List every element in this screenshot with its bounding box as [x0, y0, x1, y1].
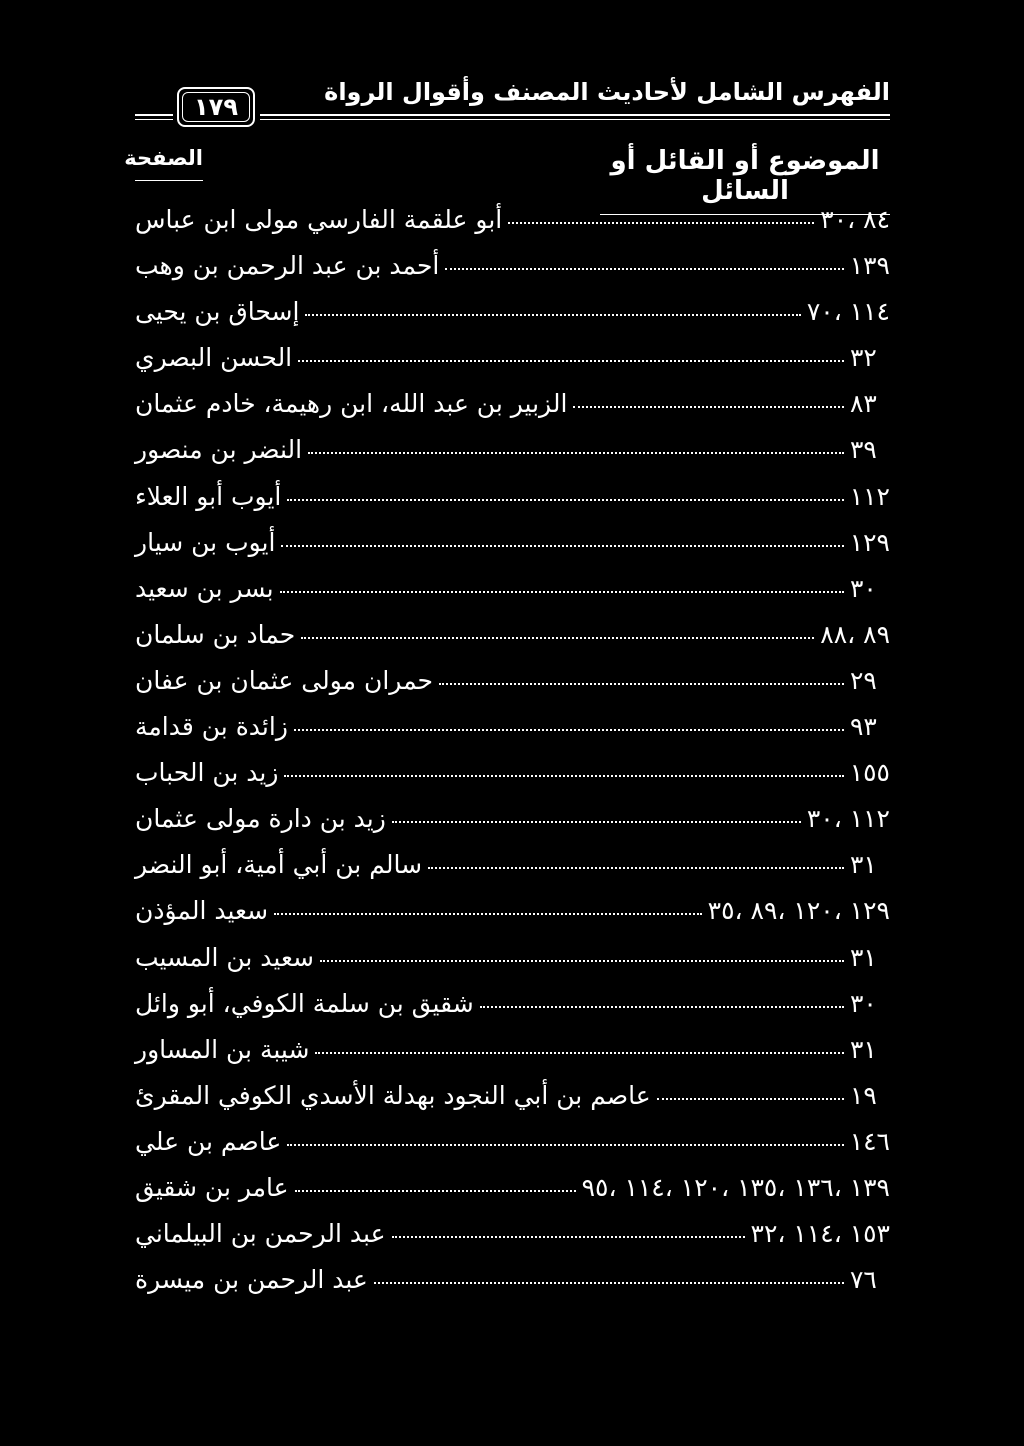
leader-dots: [428, 867, 844, 869]
leader-dots: [298, 360, 844, 362]
index-entry: [135, 251, 890, 297]
entry-pages: ١٢٩ ،١٢٠ ،٨٩ ،٣٥: [707, 896, 890, 926]
page-number: ١٧٩: [177, 87, 255, 127]
entry-name: الزبير بن عبد الله، ابن رهيمة، خادم عثمان: [135, 389, 568, 419]
entry-pages: ١١٢: [849, 481, 890, 511]
leader-dots: [305, 314, 800, 316]
entry-name: سالم بن أبي أمية، أبو النضر: [135, 850, 423, 880]
leader-dots: [280, 591, 844, 593]
index-entry: [135, 943, 890, 989]
entry-pages: ١٣٩: [849, 251, 890, 281]
index-entry: [135, 1127, 890, 1173]
entry-pages: ٩٣: [850, 712, 877, 742]
page-header: [135, 78, 890, 128]
entry-pages: ٣٠: [850, 988, 877, 1018]
entry-pages: ٨٩ ،٨٨: [820, 619, 890, 649]
entry-name: أبو علقمة الفارسي مولى ابن عباس: [135, 205, 503, 234]
entry-pages: ٨٣: [850, 389, 877, 419]
header-rule-left: [135, 114, 173, 120]
entry-name: زيد بن الحباب: [135, 758, 279, 788]
leader-dots: [320, 960, 844, 962]
leader-dots: [374, 1282, 844, 1284]
index-entry: [135, 989, 890, 1035]
entry-name: أيوب بن سيار: [135, 527, 276, 557]
leader-dots: [274, 913, 702, 915]
leader-dots: [287, 1144, 843, 1146]
leader-dots: [301, 637, 814, 639]
entry-name: عبد الرحمن بن البيلماني: [135, 1219, 386, 1249]
index-entry: [135, 896, 890, 942]
leader-dots: [439, 683, 844, 685]
entry-name: عاصم بن أبي النجود بهدلة الأسدي الكوفي المقرئ: [135, 1080, 651, 1110]
entry-pages: ٣١: [850, 942, 877, 972]
entry-pages: ٣١: [850, 1034, 877, 1064]
leader-dots: [295, 1190, 576, 1192]
leader-dots: [392, 1236, 745, 1238]
running-title: الفهرس الشامل لأحاديث المصنف وأقوال الرواة: [324, 78, 890, 106]
entry-name: عبد الرحمن بن ميسرة: [135, 1265, 368, 1295]
index-entry: [135, 1035, 890, 1081]
entry-name: شيبة بن المساور: [135, 1034, 310, 1064]
index-entry: [135, 297, 890, 343]
entry-pages: ١٥٥: [849, 758, 890, 788]
index-entry: [135, 482, 890, 528]
index-entry: [135, 758, 890, 804]
entry-name: سعيد بن المسيب: [135, 942, 314, 972]
entry-name: حمران مولى عثمان بن عفان: [135, 665, 433, 695]
entry-pages: ١١٤ ،٧٠: [806, 297, 890, 327]
leader-dots: [573, 406, 844, 408]
index-entry: [135, 343, 890, 389]
entry-pages: ٧٦: [850, 1265, 877, 1295]
index-entry: [135, 528, 890, 574]
index-entry: [135, 1265, 890, 1311]
leader-dots: [508, 222, 814, 224]
entry-name: شقيق بن سلمة الكوفي، أبو وائل: [135, 988, 474, 1018]
entry-pages: ٣٢: [850, 343, 877, 373]
index-entry: [135, 850, 890, 896]
entry-name: حماد بن سلمان: [135, 619, 296, 649]
entry-name: زائدة بن قدامة: [135, 712, 288, 742]
leader-dots: [308, 452, 844, 454]
entry-name: أحمد بن عبد الرحمن بن وهب: [135, 251, 440, 281]
entry-pages: ١١٢ ،٣٠: [806, 804, 890, 834]
entry-name: زيد بن دارة مولى عثمان: [135, 804, 386, 834]
leader-dots: [287, 499, 843, 501]
entry-pages: ٢٩: [850, 665, 877, 695]
index-entry: [135, 712, 890, 758]
index-entry: [135, 435, 890, 481]
index-entry: [135, 804, 890, 850]
entry-name: النضر بن منصور: [135, 435, 303, 465]
entry-pages: ٣١: [850, 850, 877, 880]
header-rule: [260, 114, 890, 120]
leader-dots: [284, 775, 843, 777]
entry-pages: ١٣٩ ،١٣٦ ،١٣٥ ،١٢٠ ،١١٤ ،٩٥: [581, 1172, 890, 1202]
leader-dots: [281, 545, 843, 547]
leader-dots: [392, 821, 801, 823]
entry-pages: ٣٠: [850, 573, 877, 603]
entry-pages: ١٤٦: [849, 1126, 890, 1156]
entry-name: عامر بن شقيق: [135, 1172, 289, 1202]
entry-name: بسر بن سعيد: [135, 573, 274, 603]
entry-pages: ١٥٣ ،١١٤ ،٣٢: [750, 1219, 890, 1249]
leader-dots: [480, 1006, 844, 1008]
leader-dots: [294, 729, 844, 731]
entry-pages: ١٢٩: [849, 527, 890, 557]
entry-pages: ٣٩: [850, 435, 877, 465]
index-entry: [135, 574, 890, 620]
entry-name: أيوب أبو العلاء: [135, 481, 282, 511]
index-entry: [135, 389, 890, 435]
index-entry: [135, 205, 890, 251]
index-entry: [135, 620, 890, 666]
entry-pages: ٨٤ ،٣٠: [820, 205, 890, 234]
column-heading-page: الصفحة: [135, 146, 203, 181]
column-heading-subject: الموضوع أو القائل أو السائل: [600, 146, 890, 215]
leader-dots: [315, 1052, 844, 1054]
entry-name: سعيد المؤذن: [135, 896, 269, 926]
entry-name: عاصم بن علي: [135, 1126, 282, 1156]
leader-dots: [657, 1098, 844, 1100]
leader-dots: [445, 268, 843, 270]
index-entry: [135, 1219, 890, 1265]
index-list: [135, 205, 890, 1311]
entry-name: إسحاق بن يحيى: [135, 297, 300, 327]
entry-pages: ١٩: [850, 1080, 877, 1110]
entry-name: الحسن البصري: [135, 343, 293, 373]
index-entry: [135, 1081, 890, 1127]
index-entry: [135, 666, 890, 712]
index-entry: [135, 1173, 890, 1219]
